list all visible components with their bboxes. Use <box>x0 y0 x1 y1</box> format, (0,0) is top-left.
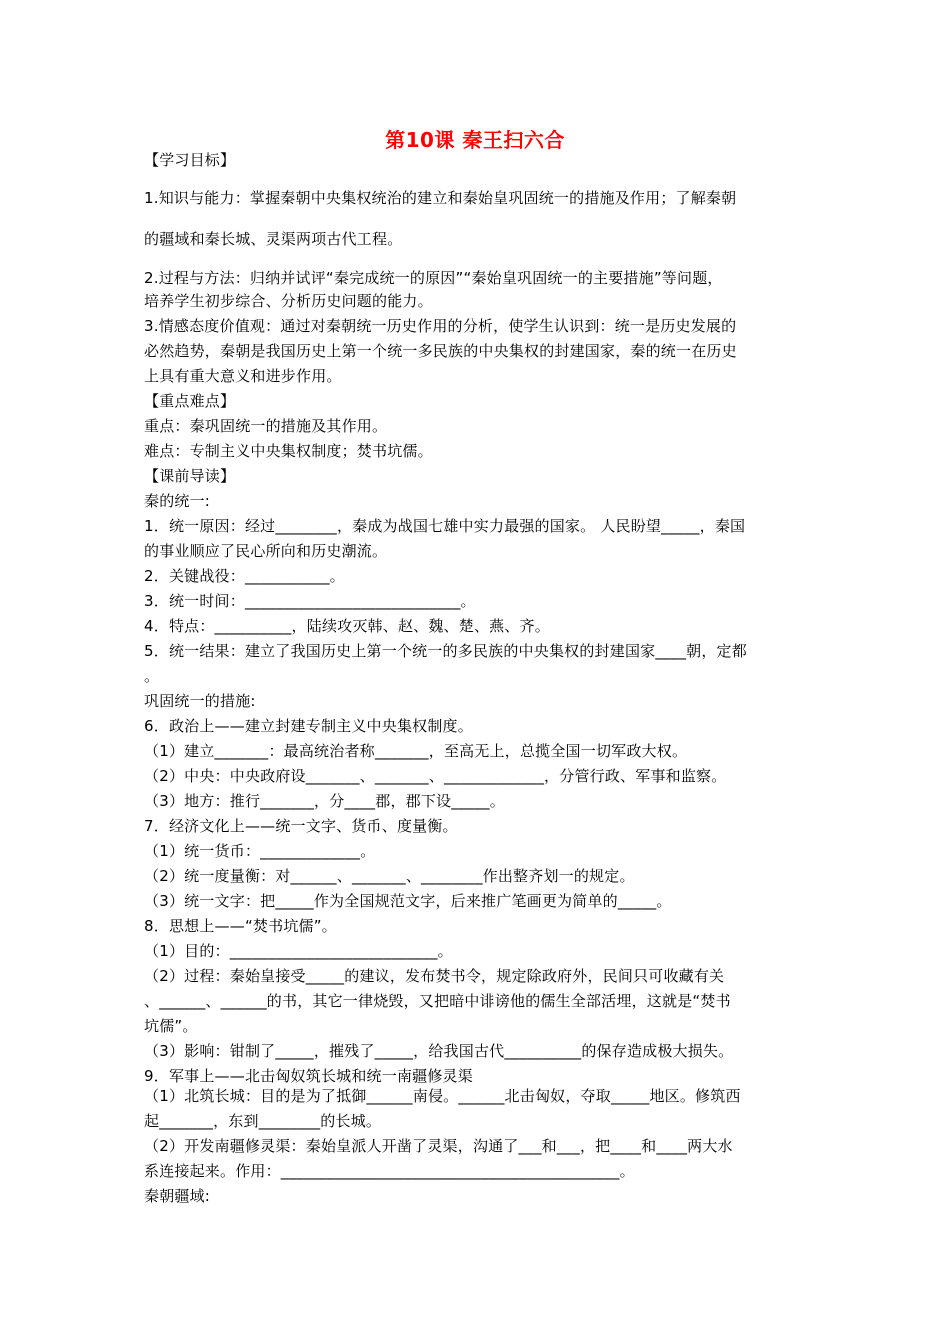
text-line: （1）目的：___________________________。 <box>144 942 453 960</box>
text-line: 、______、______的书，其它一律烧毁，又把暗中诽谤他的儒生全部活埋，这就是“焚书 <box>144 992 731 1010</box>
text-line: （3）统一文字：把_____作为全国规范文字，后来推广笔画更为简单的_____。 <box>144 892 672 910</box>
text-line: 2．关键战役：___________。 <box>144 567 345 585</box>
text-line: 重点：秦巩固统一的措施及其作用。 <box>144 417 388 435</box>
text-line: 的事业顺应了民心所向和历史潮流。 <box>144 542 388 560</box>
text-line: （3）地方：推行_______，分____郡，郡下设_____。 <box>144 792 505 810</box>
text-line: 9．军事上——北击匈奴筑长城和统一南疆修灵渠 <box>144 1067 473 1085</box>
text-line: 。 <box>144 667 160 685</box>
text-line: 6．政治上——建立封建专制主义中央集权制度。 <box>144 717 473 735</box>
text-line: 必然趋势，秦朝是我国历史上第一个统一多民族的中央集权的封建国家，秦的统一在历史 <box>144 342 737 360</box>
text-line: 4．特点：__________，陆续攻灭韩、赵、魏、楚、燕、齐。 <box>144 617 550 635</box>
text-line: 起_______，东到________的长城。 <box>144 1112 382 1130</box>
text-line: 坑儒”。 <box>144 1017 198 1035</box>
text-line: （1）北筑长城：目的是为了抵御______南侵。______北击匈奴，夺取_____地区。修筑西 <box>144 1087 741 1105</box>
text-line: （2）过程：秦始皇接受_____的建议，发布焚书令，规定除政府外，民间只可收藏有关 <box>144 967 725 985</box>
text-line: 秦的统一: <box>144 492 211 510</box>
text-line: 3.情感态度价值观：通过对秦朝统一历史作用的分析，使学生认识到：统一是历史发展的 <box>144 317 737 335</box>
text-line: 3．统一时间：____________________________。 <box>144 592 476 610</box>
text-line: 【学习目标】 <box>144 151 236 169</box>
text-line: （3）影响：钳制了_____，摧残了_____，给我国古代__________的保存造成极大损失。 <box>144 1042 734 1060</box>
text-line: 培养学生初步综合、分析历史问题的能力。 <box>144 292 433 310</box>
text-line: 1．统一原因：经过________，秦成为战国七雄中实力最强的国家。 人民盼望_____，秦国 <box>144 517 746 535</box>
text-line: 上具有重大意义和进步作用。 <box>144 367 342 385</box>
lesson-title: 第10课 秦王扫六合 <box>385 128 565 152</box>
text-line: 5．统一结果：建立了我国历史上第一个统一的多民族的中央集权的封建国家____朝，定都 <box>144 642 747 660</box>
text-line: 7．经济文化上——统一文字、货币、度量衡。 <box>144 817 458 835</box>
text-line: 1.知识与能力：掌握秦朝中央集权统治的建立和秦始皇巩固统一的措施及作用；了解秦朝 <box>144 189 737 207</box>
text-line: 秦朝疆域: <box>144 1187 211 1205</box>
text-line: 【重点难点】 <box>144 392 236 410</box>
text-line: （2）开发南疆修灵渠：秦始皇派人开凿了灵渠，沟通了___和___，把____和____两大水 <box>144 1137 733 1155</box>
text-line: 系连接起来。作用：____________________________________________。 <box>144 1162 635 1180</box>
text-line: 巩固统一的措施: <box>144 692 256 710</box>
text-line: （1）统一货币：_____________。 <box>144 842 376 860</box>
text-line: 难点：专制主义中央集权制度；焚书坑儒。 <box>144 442 433 460</box>
text-line: （2）统一度量衡：对______、_______、________作出整齐划一的规定。 <box>144 867 635 885</box>
text-line: （2）中央：中央政府设_______、_______、_____________，分管行政、军事和监察。 <box>144 767 727 785</box>
text-line: （1）建立_______：最高统治者称_______，至高无上，总揽全国一切军政大权。 <box>144 742 688 760</box>
text-line: 的疆域和秦长城、灵渠两项古代工程。 <box>144 230 403 248</box>
text-line: 2.过程与方法：归纳并试评“秦完成统一的原因”“秦始皇巩固统一的主要措施”等问题， <box>144 269 723 287</box>
text-line: 8．思想上——“焚书坑儒”。 <box>144 917 337 935</box>
text-line: 【课前导读】 <box>144 467 236 485</box>
